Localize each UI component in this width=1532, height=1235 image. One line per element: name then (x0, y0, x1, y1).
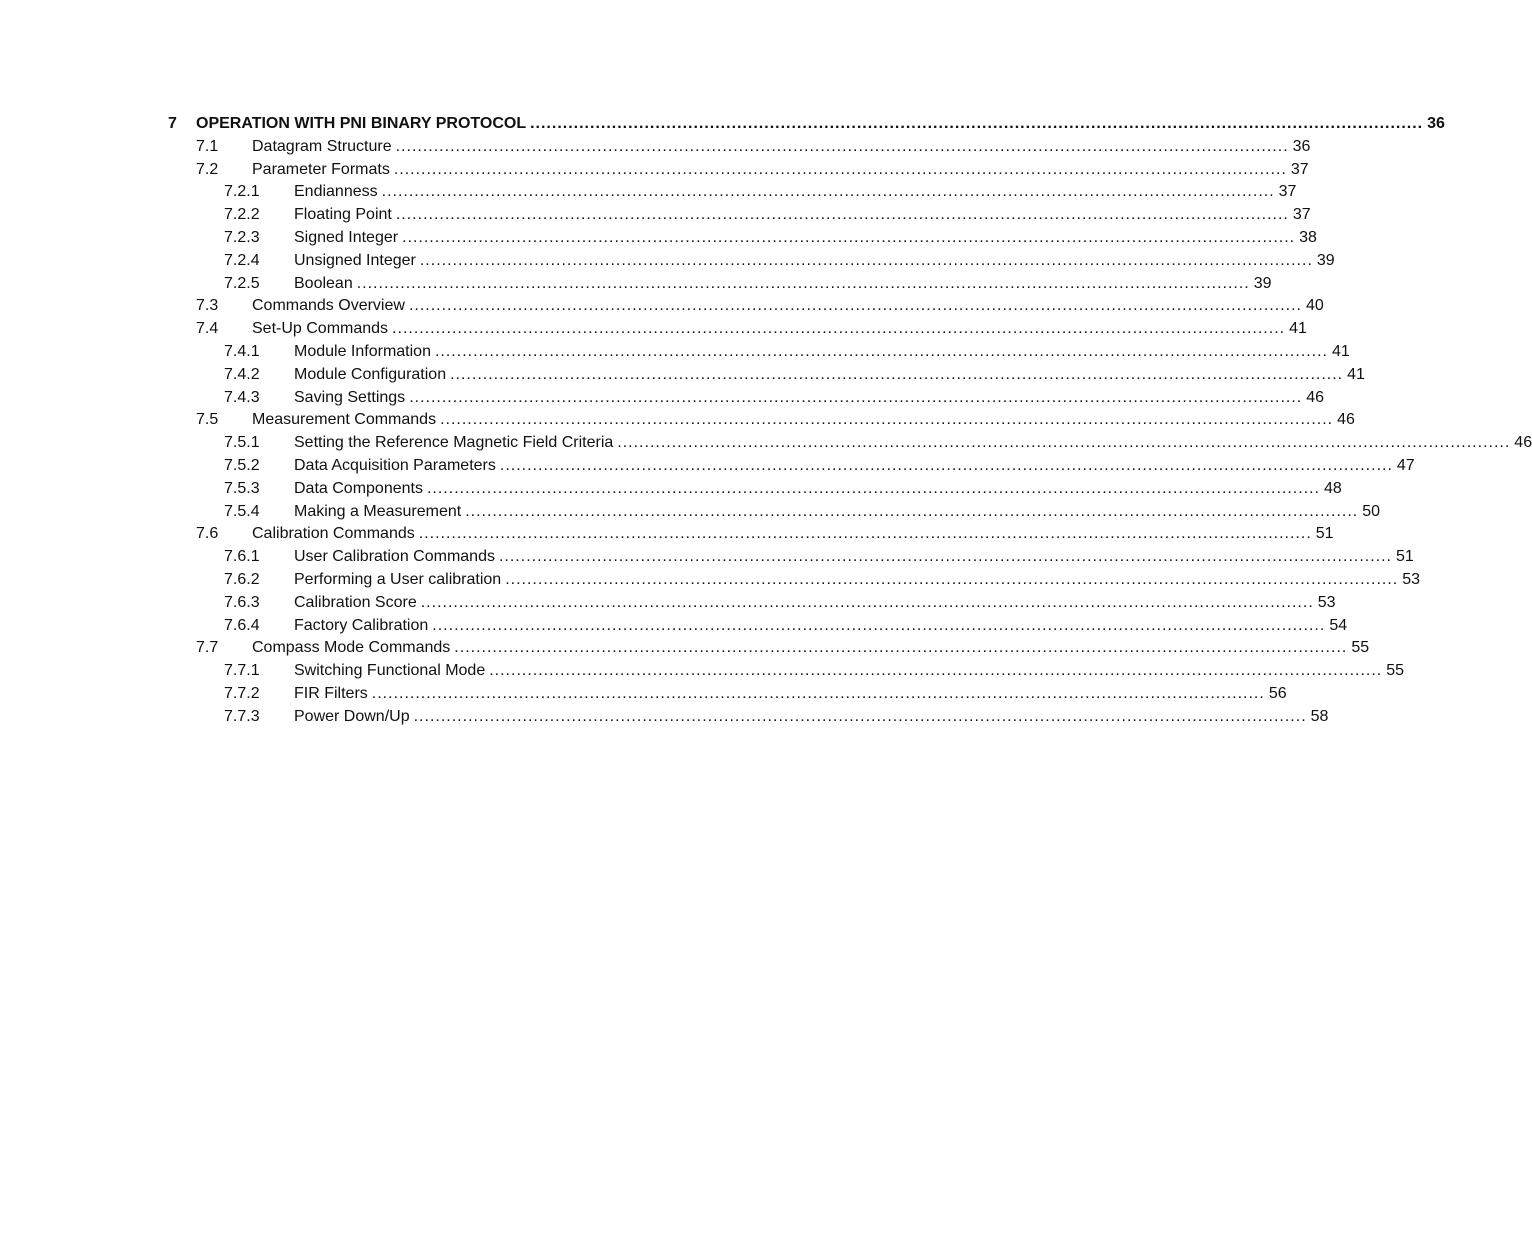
toc-entry-line (294, 660, 1405, 683)
toc-entry-page: 36 (1292, 137, 1311, 155)
toc-entry-number: 7.1 (196, 137, 219, 155)
toc-entry-page: 46 (1514, 434, 1532, 452)
toc-entry-number: 7.5.3 (224, 479, 260, 497)
toc-entry-number: 7.2.3 (224, 228, 260, 246)
toc-entry-line (252, 523, 1334, 546)
toc-entry-title: Factory Calibration (294, 616, 429, 634)
toc-entry-leader: .................................................................................................................................................................... (465, 502, 1359, 520)
toc-entry-page: 37 (1290, 160, 1309, 178)
toc-entry-title: Saving Settings (294, 388, 406, 406)
toc-entry[interactable] (168, 273, 1272, 296)
toc-entry[interactable] (168, 501, 1381, 524)
toc-entry-number: 7.4.2 (224, 365, 260, 383)
toc-entry-number: 7.4.3 (224, 388, 260, 406)
toc-entry-leader: .................................................................................................................................................................... (617, 434, 1511, 452)
toc-entry-number: 7.6.1 (224, 548, 260, 566)
toc-entry-title: Compass Mode Commands (252, 639, 451, 657)
toc-entry-line (294, 204, 1311, 227)
toc-entry-page: 41 (1332, 342, 1350, 360)
toc-entry-page: 51 (1315, 525, 1334, 543)
toc-entry-page: 53 (1317, 593, 1336, 611)
toc-entry-leader: .................................................................................................................................................................... (434, 342, 1328, 360)
toc-entry-line (294, 387, 1325, 410)
toc-entry-title: Datagram Structure (252, 137, 392, 155)
toc-entry-page: 37 (1278, 183, 1297, 201)
toc-entry-line (294, 250, 1335, 273)
toc-entry[interactable] (168, 683, 1287, 706)
toc-entry-number: 7.3 (196, 297, 219, 315)
toc-entry-page: 38 (1299, 228, 1317, 246)
toc-entry[interactable] (168, 295, 1324, 318)
toc-entry-leader: .................................................................................................................................................................... (413, 707, 1307, 725)
toc-entry-leader: .................................................................................................................................................................... (420, 593, 1314, 611)
table-of-contents (168, 113, 1532, 729)
toc-entry[interactable] (168, 432, 1532, 455)
toc-entry-number: 7.4 (196, 320, 219, 338)
toc-entry[interactable] (168, 637, 1370, 660)
toc-entry-page: 53 (1402, 570, 1421, 588)
toc-entry-number: 7.6 (196, 525, 219, 543)
toc-entry-leader: .................................................................................................................................................................... (395, 137, 1289, 155)
toc-entry[interactable] (168, 523, 1334, 546)
toc-entry-number: 7.6.4 (224, 616, 260, 634)
toc-entry-page: 46 (1306, 388, 1325, 406)
toc-entry-line (252, 159, 1309, 182)
toc-entry[interactable] (168, 113, 1445, 136)
toc-entry-number: 7.2.5 (224, 274, 260, 292)
toc-entry-title: Boolean (294, 274, 353, 292)
toc-entry-page: 56 (1268, 684, 1287, 702)
toc-entry-leader: .................................................................................................................................................................... (426, 479, 1320, 497)
toc-entry-title: Signed Integer (294, 228, 399, 246)
toc-entry-leader: .................................................................................................................................................................... (409, 388, 1303, 406)
toc-entry-title: Data Acquisition Parameters (294, 456, 496, 474)
toc-entry[interactable] (168, 136, 1311, 159)
toc-entry-line (294, 341, 1350, 364)
toc-entry-leader: .................................................................................................................................................................... (499, 456, 1393, 474)
toc-entry-title: Set-Up Commands (252, 320, 389, 338)
toc-entry[interactable] (168, 387, 1325, 410)
toc-entry-leader: .................................................................................................................................................................... (440, 411, 1334, 429)
toc-entry-number: 7.6.3 (224, 593, 260, 611)
toc-entry-leader: .................................................................................................................................................................... (454, 639, 1348, 657)
toc-entry-line (294, 478, 1342, 501)
toc-entry-page: 54 (1329, 616, 1348, 634)
toc-entry-title: Making a Measurement (294, 502, 462, 520)
toc-entry-page: 39 (1316, 251, 1335, 269)
toc-entry-leader: .................................................................................................................................................................... (419, 251, 1313, 269)
toc-entry[interactable] (168, 615, 1348, 638)
toc-entry-title: Data Components (294, 479, 423, 497)
toc-entry-title: Module Information (294, 342, 431, 360)
toc-entry-page: 55 (1386, 662, 1405, 680)
toc-entry-page: 41 (1347, 365, 1365, 383)
toc-entry-page: 37 (1292, 206, 1311, 224)
toc-entry-leader: .................................................................................................................................................................... (381, 183, 1275, 201)
toc-entry-leader: .................................................................................................................................................................... (408, 297, 1302, 315)
toc-entry-number: 7.4.1 (224, 342, 260, 360)
toc-entry-number: 7.5 (196, 411, 219, 429)
toc-entry-page: 55 (1351, 639, 1370, 657)
toc-entry-title: Power Down/Up (294, 707, 410, 725)
toc-entry-leader: .................................................................................................................................................................... (392, 320, 1286, 338)
toc-entry-title: Setting the Reference Magnetic Field Criteria (294, 434, 614, 452)
toc-entry-title: Performing a User calibration (294, 570, 502, 588)
toc-entry-title: Measurement Commands (252, 411, 437, 429)
toc-entry-number: 7.7.2 (224, 684, 260, 702)
toc-entry-title: Floating Point (294, 206, 392, 224)
toc-entry-leader: .................................................................................................................................................................... (432, 616, 1326, 634)
toc-entry[interactable] (168, 159, 1309, 182)
toc-entry-line (294, 181, 1297, 204)
toc-entry-line (294, 364, 1365, 387)
toc-entry-title: Calibration Commands (252, 525, 415, 543)
toc-entry[interactable] (168, 455, 1415, 478)
toc-entry-line (252, 637, 1370, 660)
toc-entry-number: 7.7 (196, 639, 219, 657)
toc-entry[interactable] (168, 569, 1421, 592)
toc-entry-line (294, 501, 1381, 524)
toc-entry-number: 7.2.2 (224, 206, 260, 224)
toc-entry-line (252, 409, 1355, 432)
toc-entry-number: 7.5.4 (224, 502, 260, 520)
toc-entry-title: Calibration Score (294, 593, 417, 611)
toc-entry-line (252, 136, 1311, 159)
toc-entry[interactable] (168, 250, 1335, 273)
toc-entry-title: Commands Overview (252, 297, 405, 315)
toc-entry[interactable] (168, 181, 1297, 204)
toc-entry-number: 7.6.2 (224, 570, 260, 588)
toc-entry-line (294, 455, 1415, 478)
toc-entry[interactable] (168, 546, 1414, 569)
toc-entry-number: 7.2.1 (224, 183, 260, 201)
toc-entry[interactable] (168, 341, 1350, 364)
toc-entry-page: 39 (1253, 274, 1272, 292)
toc-entry-number: 7.5.1 (224, 434, 260, 452)
toc-entry-title: Switching Functional Mode (294, 662, 486, 680)
toc-entry-number: 7 (168, 115, 177, 132)
toc-entry[interactable] (168, 409, 1355, 432)
toc-entry-title: Parameter Formats (252, 160, 390, 178)
toc-entry-line (294, 592, 1336, 615)
toc-entry-leader: .................................................................................................................................................................... (356, 274, 1250, 292)
toc-entry-leader: .................................................................................................................................................................... (505, 570, 1399, 588)
toc-entry-title: OPERATION WITH PNI BINARY PROTOCOL (196, 115, 527, 132)
toc-entry-title: User Calibration Commands (294, 548, 495, 566)
toc-entry-page: 40 (1305, 297, 1324, 315)
toc-entry-leader: .................................................................................................................................................................... (371, 684, 1265, 702)
toc-entry[interactable] (168, 204, 1311, 227)
toc-entry-number: 7.2.4 (224, 251, 260, 269)
toc-entry-page: 41 (1289, 320, 1307, 338)
toc-entry-line (252, 318, 1307, 341)
toc-entry-leader: .................................................................................................................................................................... (393, 160, 1287, 178)
toc-entry[interactable] (168, 227, 1317, 250)
toc-entry[interactable] (168, 592, 1336, 615)
toc-entry-leader: .................................................................................................................................................................... (530, 115, 1424, 132)
toc-entry-leader: .................................................................................................................................................................... (418, 525, 1312, 543)
toc-entry-page: 47 (1396, 456, 1415, 474)
toc-entry-leader: .................................................................................................................................................................... (402, 228, 1296, 246)
toc-entry-line (196, 113, 1445, 136)
toc-entry-line (294, 683, 1287, 706)
toc-entry[interactable] (168, 478, 1342, 501)
toc-entry[interactable] (168, 660, 1405, 683)
toc-entry-leader: .................................................................................................................................................................... (498, 548, 1392, 566)
toc-entry-title: FIR Filters (294, 684, 368, 702)
toc-entry-line (252, 295, 1324, 318)
toc-entry-line (294, 432, 1532, 455)
toc-entry-leader: .................................................................................................................................................................... (450, 365, 1344, 383)
toc-entry-leader: .................................................................................................................................................................... (489, 662, 1383, 680)
toc-entry-leader: .................................................................................................................................................................... (395, 206, 1289, 224)
toc-entry-line (294, 546, 1414, 569)
toc-entry-line (294, 273, 1272, 296)
toc-entry[interactable] (168, 364, 1365, 387)
toc-entry-number: 7.2 (196, 160, 219, 178)
toc-entry-line (294, 227, 1317, 250)
toc-entry[interactable] (168, 318, 1307, 341)
toc-entry-page: 46 (1337, 411, 1355, 429)
toc-entry-page: 36 (1427, 115, 1445, 132)
toc-entry-title: Unsigned Integer (294, 251, 416, 269)
toc-entry-line (294, 615, 1348, 638)
toc-entry-page: 51 (1396, 548, 1414, 566)
toc-entry-title: Endianness (294, 183, 378, 201)
toc-entry-number: 7.7.1 (224, 662, 260, 680)
toc-entry-page: 50 (1362, 502, 1381, 520)
toc-entry[interactable] (168, 706, 1329, 729)
toc-entry-page: 58 (1310, 707, 1329, 725)
toc-entry-number: 7.5.2 (224, 456, 260, 474)
toc-entry-line (294, 706, 1329, 729)
toc-entry-line (294, 569, 1421, 592)
toc-entry-number: 7.7.3 (224, 707, 260, 725)
toc-entry-page: 48 (1324, 479, 1342, 497)
toc-entry-title: Module Configuration (294, 365, 447, 383)
